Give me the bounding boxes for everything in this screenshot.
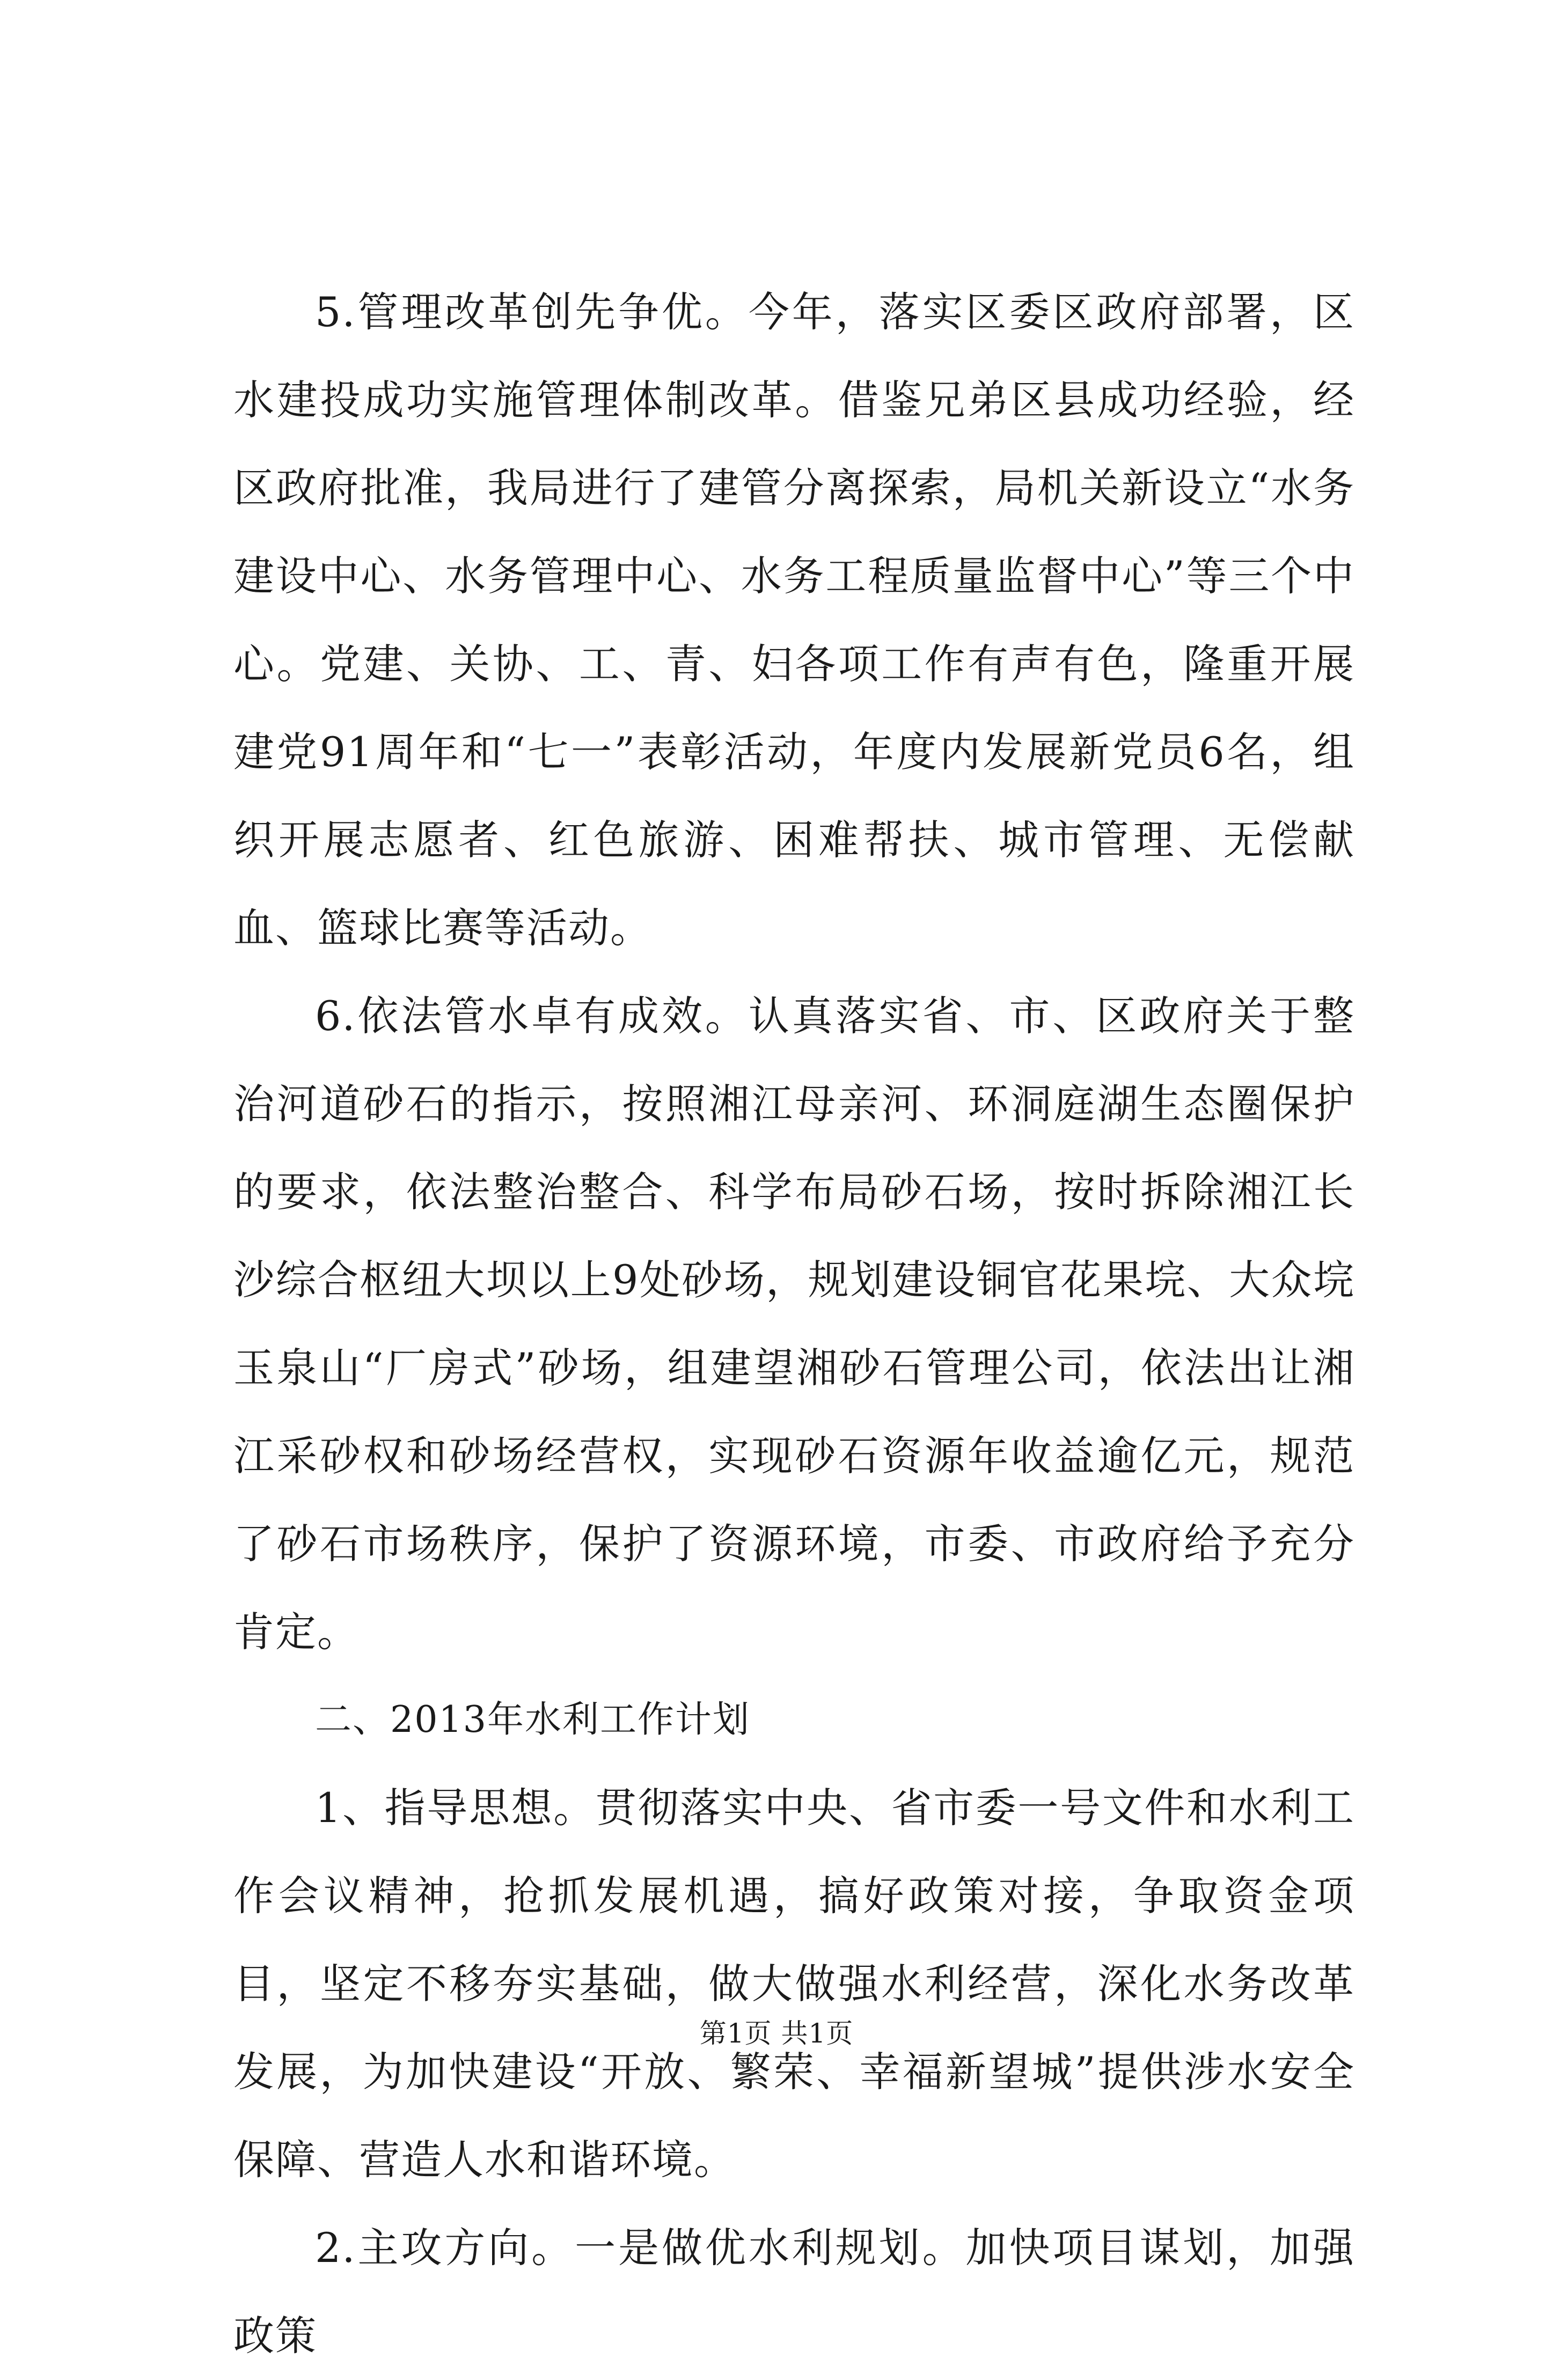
paragraph-guiding-ideology: 1、指导思想。贯彻落实中央、省市委一号文件和水利工作会议精神，抢抓发展机遇，搞好政策对接，争取资金项目，坚定不移夯实基础，做大做强水利经营，深化水务改革发展，为加快建设“开放、繁荣、幸福新望城”提供涉水安全保障、营造人水和谐环境。 <box>233 1784 1355 2184</box>
paragraph-main-direction: 2.主攻方向。一是做优水利规划。加快项目谋划，加强政策 <box>233 2224 1355 2360</box>
section-heading-2013-plan: 二、2013年水利工作计划 <box>315 1699 751 1741</box>
document-body <box>233 268 1355 2380</box>
paragraph-management-reform: 5.管理改革创先争优。今年，落实区委区政府部署，区水建投成功实施管理体制改革。借鉴兄弟区县成功经验，经区政府批准，我局进行了建管分离探索，局机关新设立“水务建设中心、水务管理中心、水务工程质量监督中心”等三个中心。党建、关协、工、青、妇各项工作有声有色，隆重开展建党91周年和“七一”表彰活动，年度内发展新党员6名，组织开展志愿者、红色旅游、困难帮扶、城市管理、无偿献血、篮球比赛等活动。 <box>233 288 1355 952</box>
page-number-footer: 第1页 共1页 <box>699 2018 854 2049</box>
paragraph-water-law: 6.依法管水卓有成效。认真落实省、市、区政府关于整治河道砂石的指示，按照湘江母亲河、环洞庭湖生态圈保护的要求，依法整治整合、科学布局砂石场，按时拆除湘江长沙综合枢纽大坝以上9处砂场，规划建设铜官花果垸、大众垸玉泉山“厂房式”砂场，组建望湘砂石管理公司，依法出让湘江采砂权和砂场经营权，实现砂石资源年收益逾亿元，规范了砂石市场秩序，保护了资源环境，市委、市政府给予充分肯定。 <box>233 992 1355 1656</box>
